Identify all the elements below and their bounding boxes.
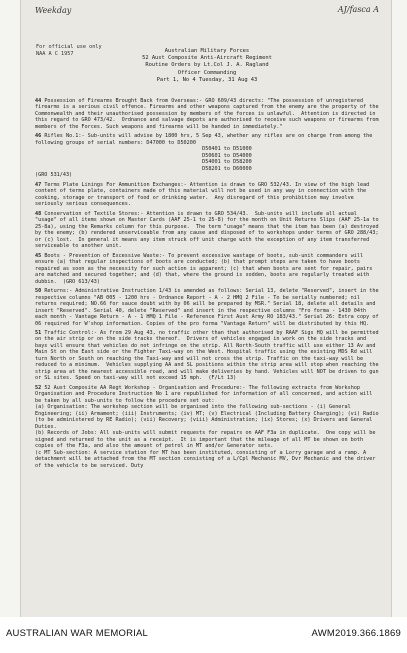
order-number: 51: [35, 329, 42, 336]
order-text: Returns:- Administrative Instruction 1/43 is amended as follows: Serial 13, delete "Reserved", insert in the respective columns "AB 005 - 1200 hrs - Ordnance Report - A - 2 HMQ 2 File - To be serially numbered; nil returns required; NO.66 for sauce doubt with by 06 will be prepared by MSR." Serial 18, delete all details and insert "Reserved". Serial 40, delete "Reserved" and insert in the respective columns "Fro forma - 1430 04th each month - Vantage Return - A - 1 HMQ 1 File - Reference First Aust Army RO 183/43." Serial 26: Extra copy of 06 required for W'shop information. Copies of the pro forma "Vantage Return" will be distributed by this HQ.: [35, 288, 382, 327]
order-number: 48: [35, 210, 42, 217]
stamp-line-2: NAA A C 1957: [36, 51, 74, 57]
order-paragraph: [35, 133, 381, 178]
order-text: Conservation of Textile Stores:- Attention is drawn to GRO 534/43. Sub-units will include all actual "usage" of all items shown on Master Cards (AAF 25-1 to 25-8) for the month on Unit Returns Slips (AAF 25-1a to 25-8a), using the Remarks column for this purpose. The term "usage" means that the item has been (a) destroyed by the enemy; (b) rendered unserviceable from any cause and disposed of to workshops under terms of GRO 288/43; or (c) lost. In general it means any item struck off unit charge with the exception of any item transferred serviceable to another unit.: [35, 210, 382, 250]
handwritten-note-right: AJ/fasca A: [337, 5, 379, 14]
handwritten-note-left: Weekday: [35, 6, 72, 15]
archive-name: AUSTRALIAN WAR MEMORIAL: [6, 628, 149, 639]
archive-reference: AWM2019.366.1869: [311, 628, 401, 639]
header-part-date: Part 1, No 4 Tuesday, 31 Aug 43: [156, 76, 258, 83]
order-text: Rifles No.1:- Sub-units will advise by 1800 hrs, 5 Sep 43, whether any rifles are on charge from among the following groups of serial numbers: D47000 to D50200 D50401 to D51000 D50601 to D54000 D54001 to D58200 D58201 to D60000 (GRO 531/43): [35, 133, 373, 179]
order-paragraph: [35, 182, 381, 208]
order-paragraph: [35, 385, 381, 469]
order-paragraph: [35, 288, 381, 327]
order-paragraph: [35, 330, 381, 382]
order-number: 52: [35, 384, 42, 391]
order-paragraph: [35, 253, 381, 285]
order-paragraph: [35, 98, 381, 130]
document-page: [20, 0, 392, 617]
order-text: Possession of Firearms Brought Back from Overseas:- GRO 609/43 directs: "The possession of unregistered firearms is a serious civil offence. Firearms and other weapons captured from the enemy are the property of the Commonwealth and their unauthorised possession by members of the forces is unlawful. Attention is directed in this regard to GRO 473/42. Ordnance and salvage depots are authorised to receive such weapons or firearms from members of the Forces. Such weapons and firearms will be handed in immediately.": [35, 98, 382, 130]
header-force: Australian Military Forces: [164, 48, 250, 54]
order-text: Traffic Control:- As from 29 Aug 43, no traffic other than that authorised by RAAF Sigs HQ will be permitted on the air strip or on the side tracks thereof. Drivers of vehicles engaged in work on the side tracks and bays will ensure that vehicles do not infringe on the strip. All North-South traffic will use either 13 Av and Main St on the East side or the Fighter Taxi-way on the West. Hospital traffic using the existing MDS Rd will turn North or South on reaching the Taxi-way and will not cross the strip. Traffic on the taxi-way will be reduced to a minimum. Vehicles supplying AA and SL positions within the strip area will stop when reaching the strip area at the nearest accessible road, and will make deliveries by hand. Vehicles will NOT be driven to gun or SL sites. Speed on taxi-way will not exceed 15 mph. (F/Lt 13): [35, 329, 382, 382]
order-number: 46: [35, 133, 42, 140]
order-text: 52 Aust Composite AA Regt Workshop - Organisation and Procedure:- The following extracts from Workshop Organisation and Procedure Instruction No 1 are republished for information of all concerned, and action will be taken by all sub-units to follow the procedure set out: (a) Organisation: The workshop section will be organised into the following sub-sections - (i) General Engineering; (ii) Armament; (iii) Instruments; (iv) MT; (v) Electrical (Including Battery Charging); (vi) Radio (to be administered by RE Radio); (vii) Recovery; (viii) Administration; (ix) Stores; (x) Drivers and General Duties. (b) Records of Jobs: All sub-units will submit requests for repairs on AAF F3a in duplicate. One copy will be signed and returned to the unit as a receipt. It is important that the mileage of all MT be shown on both copies of the F3a, and also the amount of petrol in MT and/or Generator sets. (c MT Sub-section: A service station for MT has been instituted, consisting of a Lorry garage and a ramp. A detachment will be attached from the MT section consisting of a L/Cpl Mechanic MV, Dvr Mechanic and the driver of the vehicle to be serviced. Duty: [35, 384, 379, 469]
order-number: 50: [35, 288, 42, 295]
archive-footer: [0, 617, 407, 653]
stamp-line-1: For official use only: [36, 44, 102, 50]
header-regiment: 52 Aust Composite Anti-Aircraft Regiment: [142, 55, 272, 62]
header-officer: Officer Commanding: [177, 69, 237, 76]
order-number: 44: [35, 98, 42, 104]
header-orders-by: Routine Orders by Lt.Col J. A. Ragland: [145, 62, 269, 69]
orders-header: [21, 48, 393, 84]
order-number: 45: [35, 252, 42, 259]
order-text: Boots - Prevention of Excessive Waste:- To prevent excessive wastage of boots, sub-unit commanders will ensure (a) that regular inspections of boots are conducted; (b) that prompt steps are taken to have boots repaired as soon as the necessity for such action is apparent; (c) that when boots are sent for repair, pairs are matched and secured together; and (d) that, where the ground is sodden, boots are regularly treated with dubbin. (GRO 613/43): [35, 252, 376, 285]
order-number: 47: [35, 181, 42, 188]
orders-body: [35, 98, 381, 472]
order-paragraph: [35, 211, 381, 250]
order-text: Terms Plate Linings For Ammunition Exchanges:- Attention is drawn to GRO 532/43. In view of the high lead content of terms plate, containers made of this material will not be used in any way in connection with the cooking, storage or transport of food or drinking water. Any disregard of this prohibition may involve seriously serious consequences.: [35, 181, 373, 208]
